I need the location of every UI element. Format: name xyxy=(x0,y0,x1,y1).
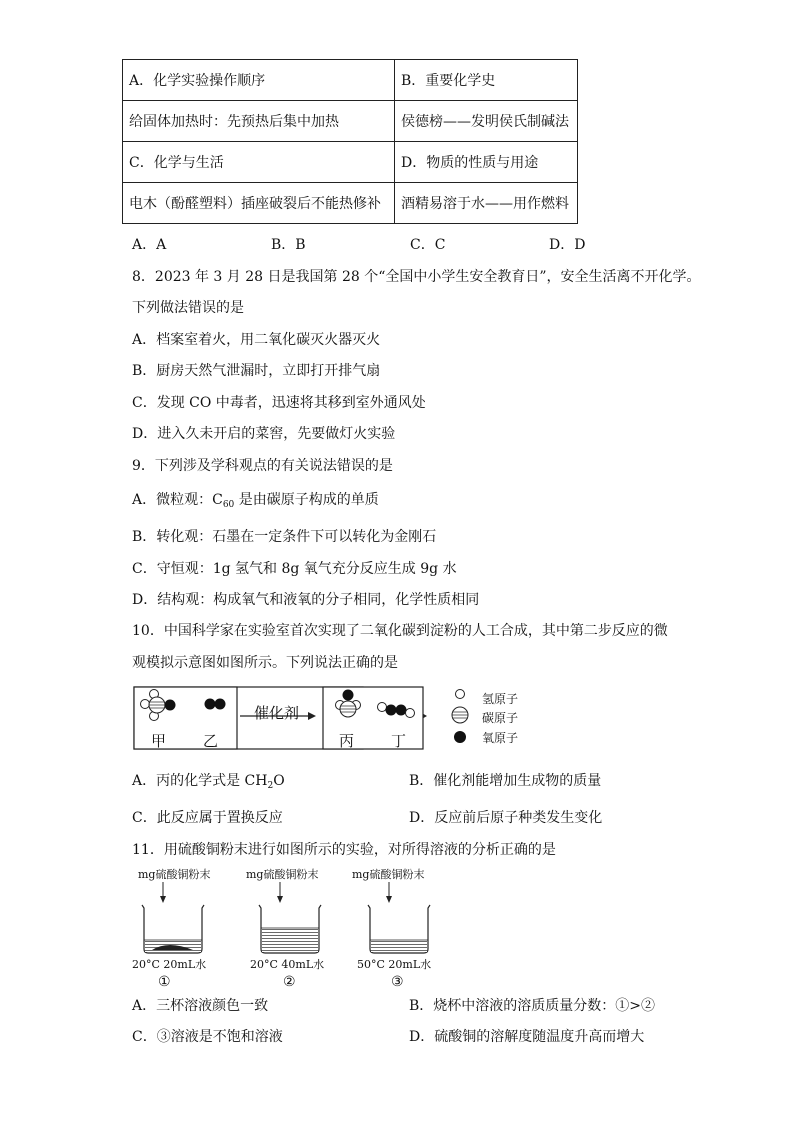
q9-option-c: C．守恒观：1g 氢气和 8g 氧气充分反应生成 9g 水 xyxy=(132,561,457,577)
q7-option-d: D．D xyxy=(549,237,586,253)
q9-option-b: B．转化观：石墨在一定条件下可以转化为金刚石 xyxy=(132,529,437,545)
oxygen-atom-icon xyxy=(165,700,176,711)
legend-hydrogen: 氢原子 xyxy=(482,692,519,706)
table-cell: C．化学与生活 xyxy=(123,142,395,183)
label-ding: 丁 xyxy=(391,732,407,750)
q9-option-a-pre: A．微粒观：C xyxy=(132,492,223,508)
oxygen-atom-icon xyxy=(396,705,407,716)
beaker1-powder-label: mg硫酸铜粉末 xyxy=(138,868,211,881)
beaker2-powder-label: mg硫酸铜粉末 xyxy=(246,868,319,881)
table-cell: 酒精易溶于水——用作燃料 xyxy=(395,183,578,224)
label-bing: 丙 xyxy=(339,732,355,750)
hydrogen-atom-icon xyxy=(378,703,387,712)
q8-option-d: D．进入久未开启的菜窖，先要做灯火实验 xyxy=(132,426,396,442)
legend-carbon: 碳原子 xyxy=(482,711,519,725)
q10-option-a-pre: A．丙的化学式是 CH xyxy=(132,773,268,789)
oxygen-atom-icon xyxy=(215,699,226,710)
q11-option-a: A．三杯溶液颜色一致 xyxy=(132,998,269,1014)
q10-option-d: D．反应前后原子种类发生变化 xyxy=(409,810,603,826)
label-jia: 甲 xyxy=(151,732,167,750)
q10-option-a-post: O xyxy=(273,773,285,789)
q9-option-d: D．结构观：构成氧气和液氧的分子相同，化学性质相同 xyxy=(132,592,480,608)
products-frame xyxy=(320,684,430,754)
hydrogen-atom-icon xyxy=(406,709,415,718)
q7-option-c: C．C xyxy=(410,237,446,253)
table-cell: D．物质的性质与用途 xyxy=(395,142,578,183)
q10-option-c: C．此反应属于置换反应 xyxy=(132,810,283,826)
q8-option-b: B．厨房天然气泄漏时，立即打开排气扇 xyxy=(132,363,381,379)
table-row xyxy=(123,101,578,142)
beaker2-condition: 20°C 40mL水 xyxy=(250,958,325,971)
oxygen-atom-icon xyxy=(454,731,466,743)
q8-option-a: A．档案室着火，用二氧化碳灭火器灭火 xyxy=(132,332,381,348)
q11-option-b: B．烧杯中溶液的溶质质量分数：①>② xyxy=(409,998,656,1014)
beaker3-condition: 50°C 20mL水 xyxy=(357,958,432,971)
q11-stem: 11．用硫酸铜粉末进行如图所示的实验，对所得溶液的分析正确的是 xyxy=(132,842,556,858)
q10-stem-line2: 观模拟示意图如图所示。下列说法正确的是 xyxy=(132,655,398,671)
arrow-down-icon xyxy=(277,896,283,903)
arrow-down-icon xyxy=(386,896,392,903)
table-cell: 侯德榜——发明侯氏制碱法 xyxy=(395,101,578,142)
beaker3-number: ③ xyxy=(391,974,404,990)
beaker2-number: ② xyxy=(283,974,296,990)
q9-option-a xyxy=(132,491,379,514)
table-cell: 电木（酚醛塑料）插座破裂后不能热修补 xyxy=(123,183,395,224)
table-row xyxy=(123,183,578,224)
q8-stem-line2: 下列做法错误的是 xyxy=(132,300,244,316)
oxygen-atom-icon xyxy=(386,705,397,716)
q10-stem-line1: 10．中国科学家在实验室首次实现了二氧化碳到淀粉的人工合成，其中第二步反应的微 xyxy=(132,623,668,639)
q7-option-b: B．B xyxy=(271,237,306,253)
beaker-3 xyxy=(364,880,440,956)
oxygen-atom-icon xyxy=(343,690,354,701)
beaker-1 xyxy=(138,880,214,956)
q9-option-a-post: 是由碳原子构成的单质 xyxy=(234,492,379,508)
beaker1-number: ① xyxy=(158,974,171,990)
q9-option-a-sub: 60 xyxy=(222,500,235,510)
q11-option-c: C．③溶液是不饱和溶液 xyxy=(132,1029,283,1045)
q11-option-d: D．硫酸铜的溶解度随温度升高而增大 xyxy=(409,1029,645,1045)
q7-table xyxy=(122,59,578,224)
q8-stem-line1: 8．2023 年 3 月 28 日是我国第 28 个“全国中小学生安全教育日”，安全生活离不开化学。 xyxy=(132,269,701,285)
table-row xyxy=(123,60,578,101)
q7-option-a: A．A xyxy=(132,237,167,253)
q10-option-a-sub: 2 xyxy=(267,781,274,791)
arrow-head-icon xyxy=(308,712,316,720)
beaker-2 xyxy=(255,880,331,956)
table-row xyxy=(123,142,578,183)
q10-option-a xyxy=(132,772,285,795)
beaker1-condition: 20°C 20mL水 xyxy=(132,958,207,971)
hydrogen-atom-icon xyxy=(456,690,465,699)
label-catalyst: 催化剂 xyxy=(254,704,300,722)
reactants-frame xyxy=(130,684,240,754)
atom-legend xyxy=(448,686,472,746)
q9-stem: 9．下列涉及学科观点的有关说法错误的是 xyxy=(132,458,393,474)
beaker3-powder-label: mg硫酸铜粉末 xyxy=(352,868,425,881)
oxygen-atom-icon xyxy=(205,699,216,710)
table-cell: 给固体加热时：先预热后集中加热 xyxy=(123,101,395,142)
arrow-down-icon xyxy=(160,896,166,903)
q10-option-b: B．催化剂能增加生成物的质量 xyxy=(409,773,602,789)
q8-option-c: C．发现 CO 中毒者，迅速将其移到室外通风处 xyxy=(132,395,426,411)
table-cell: B．重要化学史 xyxy=(395,60,578,101)
legend-oxygen: 氧原子 xyxy=(482,731,519,745)
hydrogen-atom-icon xyxy=(141,700,150,709)
label-yi: 乙 xyxy=(203,732,219,750)
table-cell: A．化学实验操作顺序 xyxy=(123,60,395,101)
